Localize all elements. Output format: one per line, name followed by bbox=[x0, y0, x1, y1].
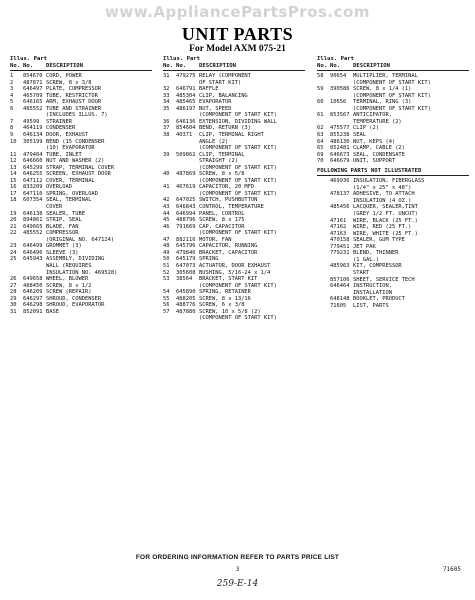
part-number: 852091 bbox=[23, 308, 43, 315]
part-description: (ORIGINAL NO. 647124) bbox=[46, 236, 115, 243]
part-description: SCREW, 8 x 1/4 (1) bbox=[353, 86, 412, 93]
page-subtitle: For Model AXM 075-21 bbox=[189, 44, 286, 54]
part-description: NUT, KEPS (4) bbox=[353, 138, 396, 145]
part-description: ACTUATOR, DOOR EXHAUST bbox=[199, 262, 271, 269]
part-description: (COMPONENT OF START KIT) bbox=[199, 164, 277, 171]
part-description: NUT AND WASHER (2) bbox=[46, 158, 105, 165]
illus-number: 35 bbox=[163, 105, 170, 112]
part-number: 779231 bbox=[330, 250, 350, 257]
illus-number: 49 bbox=[163, 249, 170, 256]
column-header-row bbox=[10, 63, 152, 72]
illus-number: 8 bbox=[10, 125, 14, 132]
part-number: 646843 bbox=[176, 204, 196, 211]
illus-number: 21 bbox=[10, 223, 17, 230]
part-description: EVAPORATOR bbox=[199, 99, 232, 106]
part-number: 305608 bbox=[176, 269, 196, 276]
illus-number: 27 bbox=[10, 282, 17, 289]
part-description: (COMPONENT OF START KIT) bbox=[199, 315, 277, 322]
part-description: SHROUD, EVAPORATOR bbox=[46, 302, 105, 309]
parts-row bbox=[317, 158, 469, 165]
illus-number: 34 bbox=[163, 99, 170, 106]
part-description: SCREEN, EXHAUST DOOR bbox=[46, 171, 111, 178]
part-description: BOOKLET, PRODUCT bbox=[353, 296, 405, 303]
part-description: BEND (15 CONDENSER bbox=[46, 138, 105, 145]
part-description: MOTOR, FAN bbox=[199, 236, 232, 243]
part-description: CORD, POWER bbox=[46, 73, 82, 80]
illus-number: 53 bbox=[163, 276, 170, 283]
illus-number: 30 bbox=[10, 302, 17, 309]
part-number: 647025 bbox=[176, 197, 196, 204]
illus-number: 45 bbox=[163, 217, 170, 224]
part-description: BLEND, THINNER bbox=[353, 250, 399, 257]
part-description: MULTIPLIER, TERMINAL bbox=[353, 73, 418, 80]
part-description: BRACKET, CAPACITOR bbox=[199, 249, 258, 256]
part-description: WIRE, RED (25 FT.) bbox=[353, 224, 412, 231]
part-number: 485456 bbox=[330, 204, 350, 211]
illus-number bbox=[317, 303, 330, 310]
part-description: DOOR, EXHAUST bbox=[46, 132, 89, 139]
illus-number: 2 bbox=[10, 79, 14, 86]
part-description: ANGLE (2) bbox=[199, 138, 229, 145]
illus-number: 36 bbox=[163, 118, 170, 125]
part-number: 646791 bbox=[176, 86, 196, 93]
part-description: BRACKET, START KIT bbox=[199, 276, 258, 283]
part-number: 646464 bbox=[330, 283, 350, 290]
illus-number bbox=[163, 315, 176, 322]
part-number: 854670 bbox=[23, 73, 43, 80]
part-description: WHEEL, BLOWER bbox=[46, 276, 89, 283]
illus-number: 15 bbox=[10, 177, 17, 184]
part-description: EXTENSION, DIVIDING WALL bbox=[199, 118, 277, 125]
part-description: STRAIGHT (2) bbox=[199, 158, 238, 165]
part-number: 853567 bbox=[330, 112, 350, 119]
part-description: PANEL, CONTROL bbox=[199, 210, 245, 217]
part-description: SCREW (REPAIR) bbox=[46, 289, 92, 296]
part-number: 479275 bbox=[176, 73, 196, 80]
illus-number: 54 bbox=[163, 289, 170, 296]
part-description: COMPRESSOR bbox=[46, 230, 79, 237]
part-description: (COMPONENT OF START KIT) bbox=[199, 112, 277, 119]
part-number: 485552 bbox=[23, 230, 43, 237]
part-description: ARM, EXHAUST DOOR bbox=[46, 99, 102, 106]
illus-number: 41 bbox=[163, 184, 170, 191]
part-description: LIST, PARTS bbox=[353, 302, 389, 309]
illus-number: 10 bbox=[10, 138, 17, 145]
part-description: COVER bbox=[46, 204, 63, 211]
column-header-description: DESCRIPTION bbox=[199, 62, 237, 69]
parts-row bbox=[163, 315, 305, 322]
part-number: 646298 bbox=[23, 302, 43, 309]
illus-number: 57 bbox=[163, 308, 170, 315]
part-description: SCREW, 8 x 1/2 bbox=[46, 282, 92, 289]
part-description: BAFFLE bbox=[199, 86, 219, 93]
part-number: 486130 bbox=[330, 138, 350, 145]
illus-number: 19 bbox=[10, 210, 17, 217]
part-description: (INCLUDES ILLUS. 7) bbox=[46, 112, 108, 119]
illus-number: 33 bbox=[163, 92, 170, 99]
part-description: WALL (REQUIRES bbox=[46, 262, 92, 269]
part-number: 469936 bbox=[330, 178, 350, 185]
part-number: 647073 bbox=[176, 262, 196, 269]
part-number: 852481 bbox=[330, 145, 350, 152]
part-number: 649658 bbox=[23, 276, 43, 283]
illus-number: 29 bbox=[10, 295, 17, 302]
part-number: 38564 bbox=[176, 276, 193, 283]
column-header-part-no: No. bbox=[23, 62, 34, 69]
illus-number: 38 bbox=[163, 132, 170, 139]
part-number: 509862 bbox=[176, 151, 196, 158]
part-number: 487869 bbox=[176, 171, 196, 178]
part-description: (COMPONENT OF START KIT) bbox=[199, 190, 277, 197]
part-description: BEND, RETURN (3) bbox=[199, 125, 251, 132]
part-number bbox=[176, 315, 199, 322]
part-description: (GREY 1/2 FT. UNCUT) bbox=[353, 211, 418, 218]
part-number: 779451 bbox=[330, 243, 350, 250]
part-description: ANTICIPATOR, bbox=[353, 112, 392, 119]
illus-number: 62 bbox=[317, 125, 324, 132]
part-number: 646136 bbox=[176, 118, 196, 125]
part-number: 854604 bbox=[176, 125, 196, 132]
part-number: 646165 bbox=[23, 99, 43, 106]
part-description: INSTRUCTION, bbox=[353, 283, 392, 290]
part-description: (COMPONENT OF START KIT) bbox=[353, 92, 431, 99]
column-header-illus-no: No. bbox=[317, 62, 328, 69]
part-description: SPRING bbox=[199, 256, 219, 263]
part-description: INSULATION (4 OZ.) bbox=[353, 197, 412, 204]
part-description: SPRING, OVERLOAD bbox=[46, 190, 98, 197]
part-number: 646209 bbox=[23, 289, 43, 296]
illus-number: 47 bbox=[163, 236, 170, 243]
parts-column-3 bbox=[317, 56, 469, 309]
part-description: BUSHING, 5/16-24 x 1/4 bbox=[199, 269, 271, 276]
illus-number: 28 bbox=[10, 289, 17, 296]
part-description: WIRE, BLACK (25 FT.) bbox=[353, 217, 418, 224]
part-number: 71605 bbox=[330, 302, 347, 309]
part-description: TUBE, INLET bbox=[46, 151, 82, 158]
part-number: 485304 bbox=[176, 92, 196, 99]
illus-number: 59 bbox=[317, 86, 324, 93]
illus-number: 17 bbox=[10, 190, 17, 197]
part-number: 487880 bbox=[176, 308, 196, 315]
part-number: 645299 bbox=[23, 164, 43, 171]
part-number: 646679 bbox=[330, 158, 350, 165]
column-header-description: DESCRIPTION bbox=[46, 62, 84, 69]
part-description: (COMPONENT OF START KIT) bbox=[353, 105, 431, 112]
illus-number: 22 bbox=[10, 230, 17, 237]
illus-number: 51 bbox=[163, 262, 170, 269]
part-number: 646134 bbox=[23, 132, 43, 139]
part-number: 47161 bbox=[330, 217, 347, 224]
part-number: 488796 bbox=[176, 217, 196, 224]
part-number: 478137 bbox=[330, 191, 350, 198]
part-description: SEAL, TERMINAL bbox=[46, 197, 92, 204]
part-description: TUBE AND STRAINER bbox=[46, 105, 102, 112]
parts-row bbox=[10, 309, 152, 316]
illus-number: 9 bbox=[10, 132, 14, 139]
part-number: 647110 bbox=[23, 190, 43, 197]
illus-number: 70 bbox=[317, 158, 324, 165]
part-description: STRAINER bbox=[46, 118, 72, 125]
illus-number: 4 bbox=[10, 92, 14, 99]
part-number: 646994 bbox=[176, 210, 196, 217]
illus-number: 16 bbox=[10, 184, 17, 191]
part-description: (1/4" x 25" x 48") bbox=[353, 184, 412, 191]
part-description: PLATE, COMPRESSOR bbox=[46, 86, 102, 93]
part-description: SCREW, 8 x 5/8 bbox=[199, 171, 245, 178]
part-description: NUT, SPEED bbox=[199, 105, 232, 112]
part-description: SEAL, CONDENSATE bbox=[353, 151, 405, 158]
part-description: START bbox=[353, 269, 370, 276]
part-description: CAPACITOR, RUNNING bbox=[199, 243, 258, 250]
part-number: 857106 bbox=[330, 276, 350, 283]
part-number: 647112 bbox=[23, 177, 43, 184]
column-header-row bbox=[163, 63, 305, 72]
illus-number: 44 bbox=[163, 210, 170, 217]
part-number: 646660 bbox=[23, 158, 43, 165]
part-description: CLIP, BALANCING bbox=[199, 92, 248, 99]
part-description: CONDENSER bbox=[46, 125, 76, 132]
part-description: SCREW, 8 x 3/8 bbox=[46, 79, 92, 86]
illus-number: 37 bbox=[163, 125, 170, 132]
part-description: SPRING, RETAINER bbox=[199, 289, 251, 296]
part-description: SWITCH, PUSHBUTTON bbox=[199, 197, 258, 204]
part-number: 487871 bbox=[23, 79, 43, 86]
illus-number: 3 bbox=[10, 86, 14, 93]
illus-number: 14 bbox=[10, 171, 17, 178]
part-description: SCREW, 8 x 175 bbox=[199, 217, 245, 224]
illus-number: 25 bbox=[10, 256, 17, 263]
part-description: SLEEVE (3) bbox=[46, 249, 79, 256]
part-description: CLIP, TERMINAL RIGHT bbox=[199, 132, 264, 139]
illus-number: 24 bbox=[10, 249, 17, 256]
illus-number: 69 bbox=[317, 151, 324, 158]
part-number: 479404 bbox=[23, 151, 43, 158]
illus-number: 48 bbox=[163, 243, 170, 250]
document-code: 71605 bbox=[442, 566, 461, 573]
illus-number: 18 bbox=[10, 197, 17, 204]
part-description: (COMPONENT OF START KIT) bbox=[199, 145, 277, 152]
part-description: INSTALLATION bbox=[353, 289, 392, 296]
illus-number: 42 bbox=[163, 197, 170, 204]
part-description: COVER, TERMINAL bbox=[46, 177, 95, 184]
parts-column-2 bbox=[163, 56, 305, 322]
part-number: 833209 bbox=[23, 184, 43, 191]
part-number: 465709 bbox=[23, 92, 43, 99]
part-description: SEAL bbox=[353, 132, 366, 139]
part-description: LACQUER, SEALER,TINT bbox=[353, 204, 418, 211]
part-number: 649665 bbox=[23, 223, 43, 230]
ordering-footer: FOR ORDERING INFORMATION REFER TO PARTS PRICE LIST bbox=[135, 554, 340, 561]
illus-number: 43 bbox=[163, 204, 170, 211]
part-description: INSULATION NO. 469528) bbox=[46, 269, 118, 276]
handwritten-note: 259-E-14 bbox=[216, 579, 259, 589]
part-description: OVERLOAD bbox=[46, 184, 72, 191]
illus-number: 12 bbox=[10, 158, 17, 165]
part-description: WIRE, WHITE (25 FT.) bbox=[353, 230, 418, 237]
part-description: SHROUD, CONDENSER bbox=[46, 295, 102, 302]
illus-number: 65 bbox=[317, 145, 324, 152]
part-description: BLADE, FAN bbox=[46, 223, 79, 230]
part-number: 645179 bbox=[176, 256, 196, 263]
page-number: 3 bbox=[235, 566, 240, 573]
part-description: JET PAK bbox=[353, 243, 376, 250]
illus-number: 31 bbox=[163, 73, 170, 80]
illus-number: 50 bbox=[163, 256, 170, 263]
part-number: 485465 bbox=[176, 99, 196, 106]
part-number: 645890 bbox=[176, 289, 196, 296]
illus-number: 1 bbox=[10, 73, 14, 80]
part-number: 646255 bbox=[23, 171, 43, 178]
parts-row bbox=[317, 303, 469, 310]
part-number: 485963 bbox=[330, 263, 350, 270]
part-description: ADHESIVE, TO ATTACH bbox=[353, 191, 415, 198]
part-number: 90654 bbox=[330, 73, 347, 80]
part-number: 894861 bbox=[23, 217, 43, 224]
illus-number: 64 bbox=[317, 138, 324, 145]
part-number: 488776 bbox=[176, 302, 196, 309]
column-header-description: DESCRIPTION bbox=[353, 62, 391, 69]
part-description: CONTROL, TEMPERATURE bbox=[199, 204, 264, 211]
part-description: SHEET, SERVICE TECH bbox=[353, 276, 415, 283]
part-description: BASE bbox=[46, 308, 59, 315]
part-description: STRIP, SEAL bbox=[46, 217, 82, 224]
part-description: TEMPERATURE (2) bbox=[353, 118, 402, 125]
illus-number: 52 bbox=[163, 269, 170, 276]
part-description: (1 GAL.) bbox=[353, 256, 379, 263]
column-header-part-no: No. bbox=[330, 62, 341, 69]
column-header-illus-part: Illus. Part bbox=[10, 56, 48, 62]
part-number: 645796 bbox=[176, 243, 196, 250]
illus-number: 40 bbox=[163, 171, 170, 178]
part-number: 40371 bbox=[176, 132, 193, 139]
part-number: 882116 bbox=[176, 236, 196, 243]
part-description: SEALER, TUBE bbox=[46, 210, 85, 217]
part-number: 475577 bbox=[330, 125, 350, 132]
part-description: INSULATION, FIBERGLASS bbox=[353, 178, 425, 185]
not-illustrated-heading: FOLLOWING PARTS NOT ILLUSTRATED bbox=[317, 167, 469, 177]
illus-number: 20 bbox=[10, 217, 17, 224]
part-number: 648148 bbox=[330, 296, 350, 303]
part-number: 47163 bbox=[330, 230, 347, 237]
part-description: SEALER, GUM TYPE bbox=[353, 237, 405, 244]
illus-number: 60 bbox=[317, 99, 324, 106]
part-number: 607354 bbox=[23, 197, 43, 204]
part-number: 488205 bbox=[176, 295, 196, 302]
part-number: 470158 bbox=[330, 237, 350, 244]
part-number: 791669 bbox=[176, 223, 196, 230]
column-header-illus-part: Illus. Part bbox=[163, 56, 201, 62]
illus-number: 58 bbox=[317, 73, 324, 80]
part-description: RELAY (COMPONENT bbox=[199, 73, 251, 80]
watermark-text: www.AppliancePartsPros.com bbox=[105, 3, 370, 21]
part-description: OF START KIT) bbox=[199, 79, 242, 86]
part-description: UNIT, SUPPORT bbox=[353, 158, 396, 165]
part-description: (COMPONENT OF START KIT) bbox=[199, 282, 277, 289]
part-description: TUBE, RESTRICTOR bbox=[46, 92, 98, 99]
illus-number: 23 bbox=[10, 243, 17, 250]
part-description: SCREW, 8 x 13/16 bbox=[199, 295, 251, 302]
part-description: SCREW, 6 x 3/8 bbox=[199, 302, 245, 309]
part-number: 485552 bbox=[23, 105, 43, 112]
part-number: 467619 bbox=[176, 184, 196, 191]
column-header-illus-no: No. bbox=[10, 62, 21, 69]
part-description: CAP, CAPACITOR bbox=[199, 223, 245, 230]
part-description: CAPACITOR, 20 MFD bbox=[199, 184, 255, 191]
part-description: CLAMP, CABLE (2) bbox=[353, 145, 405, 152]
part-number: 390586 bbox=[330, 86, 350, 93]
illus-number: 5 bbox=[10, 99, 14, 106]
part-description: SCREW, 10 x 5/8 (2) bbox=[199, 308, 261, 315]
part-description: (COMPONENT OF START KIT) bbox=[199, 230, 277, 237]
illus-number: 55 bbox=[163, 295, 170, 302]
illus-number: 61 bbox=[317, 112, 324, 119]
column-header-row bbox=[317, 63, 469, 72]
part-number: 488450 bbox=[23, 282, 43, 289]
part-description: KIT, COMPRESSOR bbox=[353, 263, 402, 270]
part-description: CLIP, TERMINAL bbox=[199, 151, 245, 158]
part-description: CLIP (2) bbox=[353, 125, 379, 132]
part-number: 646673 bbox=[330, 151, 350, 158]
part-number: 646297 bbox=[23, 295, 43, 302]
illus-number: 46 bbox=[163, 223, 170, 230]
part-number: 464119 bbox=[23, 125, 43, 132]
part-number: 645943 bbox=[23, 256, 43, 263]
part-number: 646497 bbox=[23, 86, 43, 93]
column-header-illus-no: No. bbox=[163, 62, 174, 69]
part-number: 47162 bbox=[330, 224, 347, 231]
part-description: (10) EVAPORATOR bbox=[46, 145, 95, 152]
page-title: UNIT PARTS bbox=[181, 24, 294, 44]
part-number: 646496 bbox=[23, 249, 43, 256]
illus-number: 13 bbox=[10, 164, 17, 171]
illus-number: 6 bbox=[10, 105, 14, 112]
part-description: ASSEMBLY, DIVIDING bbox=[46, 256, 105, 263]
part-number: 10656 bbox=[330, 99, 347, 106]
part-number: 646499 bbox=[23, 243, 43, 250]
part-number: 305199 bbox=[23, 138, 43, 145]
part-description: GROMMET (3) bbox=[46, 243, 82, 250]
illus-number: 31 bbox=[10, 308, 17, 315]
parts-column-1 bbox=[10, 56, 152, 315]
illus-number: 56 bbox=[163, 302, 170, 309]
illus-number: 11 bbox=[10, 151, 17, 158]
illus-number: 63 bbox=[317, 132, 324, 139]
part-number: 49599 bbox=[23, 118, 40, 125]
column-header-illus-part: Illus. Part bbox=[317, 56, 355, 62]
part-description: (COMPONENT OF START KIT) bbox=[353, 79, 431, 86]
column-header-part-no: No. bbox=[176, 62, 187, 69]
part-number: 486197 bbox=[176, 105, 196, 112]
part-number: 855238 bbox=[330, 132, 350, 139]
illus-number: 39 bbox=[163, 151, 170, 158]
part-number: 646138 bbox=[23, 210, 43, 217]
illus-number: 26 bbox=[10, 276, 17, 283]
illus-number: 32 bbox=[163, 86, 170, 93]
illus-number: 7 bbox=[10, 118, 14, 125]
part-number: 479846 bbox=[176, 249, 196, 256]
part-description: TERMINAL, RING (3) bbox=[353, 99, 412, 106]
part-description: STRAP, TERMINAL COVER bbox=[46, 164, 115, 171]
part-description: (COMPONENT OF START KIT) bbox=[199, 177, 277, 184]
